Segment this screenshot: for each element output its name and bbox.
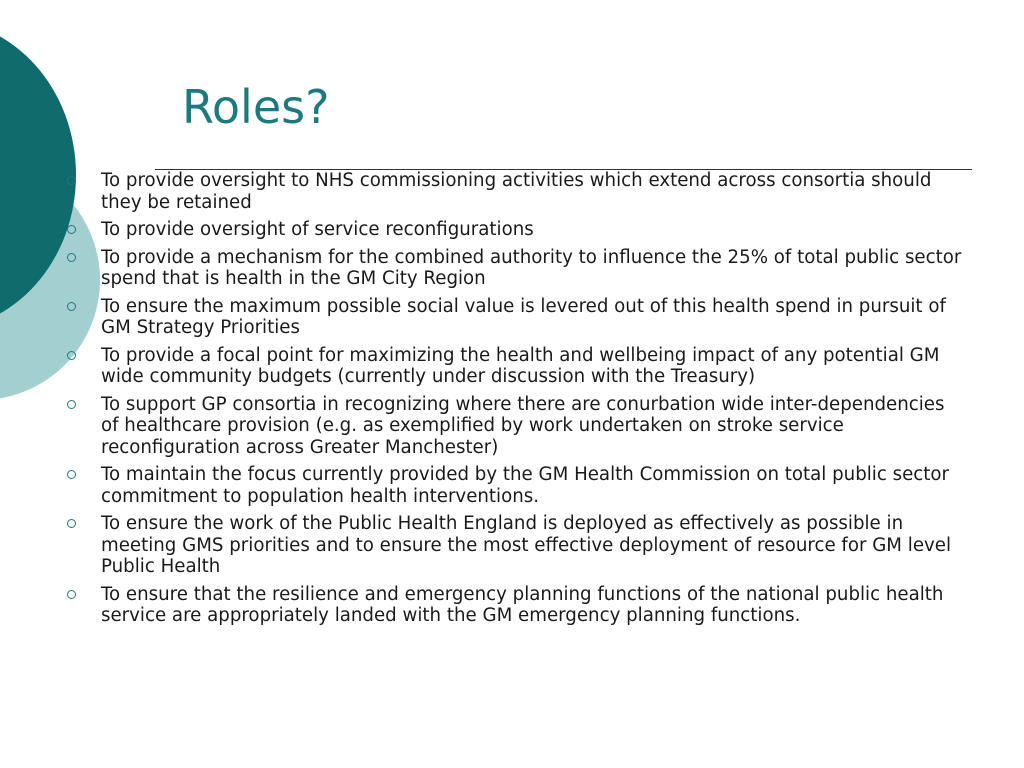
bullet-item <box>60 170 965 213</box>
bullet-item <box>60 513 965 578</box>
bullet-text: To maintain the focus currently provided by the GM Health Commission on total public sector commitment to population health interventions. <box>101 464 950 507</box>
bullet-text: To provide a mechanism for the combined authority to influence the 25% of total public sector spend that is health in the GM City Region <box>101 246 962 289</box>
bullet-list <box>60 170 965 633</box>
bullet-item <box>60 247 965 290</box>
bullet-icon <box>67 351 76 360</box>
bullet-text: To provide a focal point for maximizing the health and wellbeing impact of any potential GM wide community budgets (currently under discussion with the Treasury) <box>101 344 940 387</box>
bullet-text: To ensure the work of the Public Health England is deployed as effectively as possible in meeting GMS priorities and to ensure the most effective deployment of resource for GM level Public Health <box>101 513 952 577</box>
bullet-text: To ensure the maximum possible social value is levered out of this health spend in pursuit of GM Strategy Priorities <box>101 295 946 338</box>
bullet-icon <box>67 302 76 311</box>
bullet-icon <box>67 176 76 185</box>
bullet-text: To provide oversight of service reconfigurations <box>101 219 534 240</box>
bullet-item <box>60 219 965 241</box>
bullet-icon <box>67 400 76 409</box>
bullet-text: To support GP consortia in recognizing where there are conurbation wide inter-dependencies of healthcare provision (e.g. as exemplified by work undertaken on stroke service reconfiguration across Greater Manchester) <box>101 393 945 458</box>
bullet-text: To provide oversight to NHS commissioning activities which extend across consortia should they be retained <box>101 170 932 213</box>
bullet-text: To ensure that the resilience and emergency planning functions of the national public health service are appropriately landed with the GM emergency planning functions. <box>101 583 944 626</box>
bullet-icon <box>67 519 76 528</box>
bullet-item <box>60 584 965 627</box>
bullet-icon <box>67 590 76 599</box>
bullet-item <box>60 394 965 459</box>
bullet-item <box>60 296 965 339</box>
slide-title: Roles? <box>182 80 330 134</box>
bullet-icon <box>67 225 76 234</box>
bullet-icon <box>67 470 76 479</box>
bullet-item <box>60 345 965 388</box>
bullet-icon <box>67 253 76 262</box>
bullet-item <box>60 464 965 507</box>
